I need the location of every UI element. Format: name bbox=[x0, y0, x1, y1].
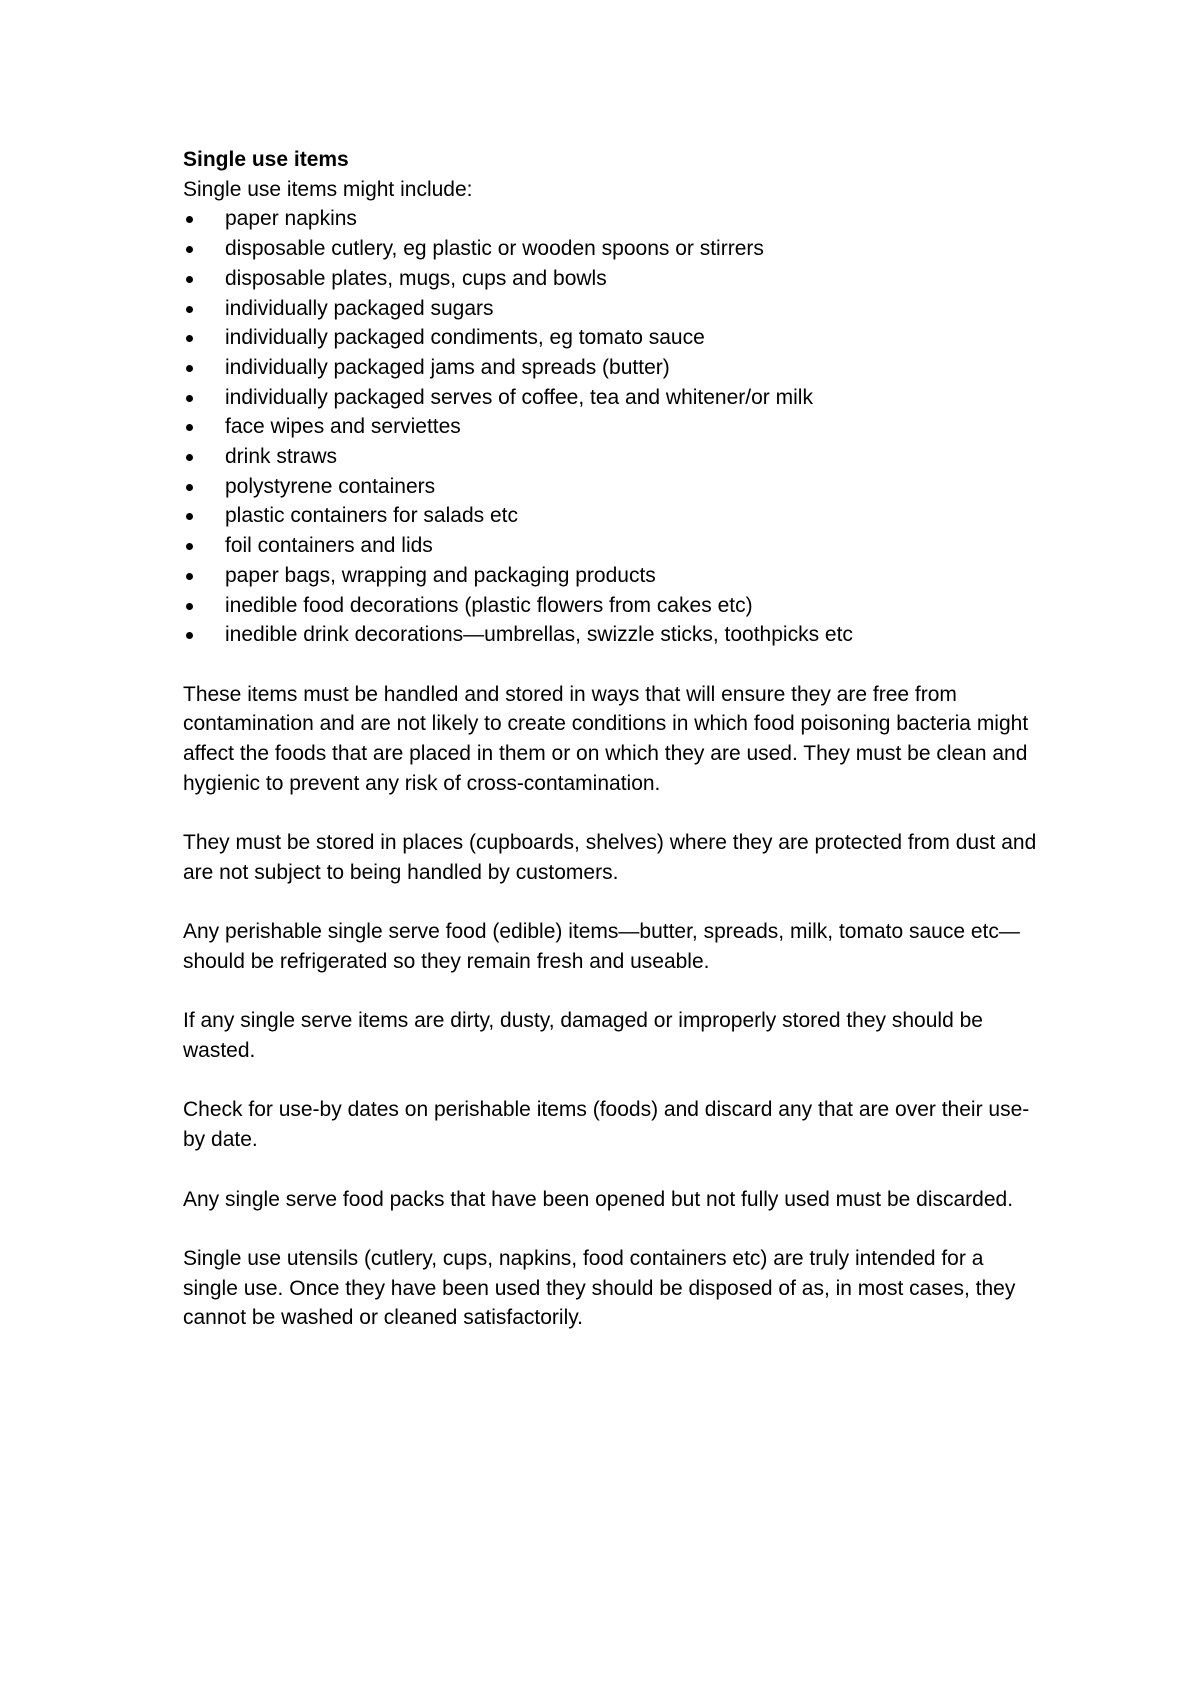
single-use-items-list bbox=[183, 204, 1043, 650]
list-item bbox=[183, 204, 1043, 234]
list-item bbox=[183, 442, 1043, 472]
list-item-text: disposable cutlery, eg plastic or wooden spoons or stirrers bbox=[225, 237, 764, 261]
document-body bbox=[183, 145, 1043, 1333]
paragraph-storage: They must be stored in places (cupboards, shelves) where they are protected from dust and are not subject to being handled by customers. bbox=[183, 831, 1037, 884]
bullet-icon bbox=[186, 276, 193, 283]
list-item bbox=[183, 412, 1043, 442]
list-item-text: polystyrene containers bbox=[225, 474, 436, 498]
bullet-icon bbox=[186, 513, 193, 520]
list-item bbox=[183, 531, 1043, 561]
list-item bbox=[183, 591, 1043, 621]
bullet-icon bbox=[186, 246, 193, 253]
paragraph-opened-packs: Any single serve food packs that have been opened but not fully used must be discarded. bbox=[183, 1187, 1014, 1211]
list-item-text: inedible food decorations (plastic flowers from cakes etc) bbox=[225, 593, 753, 617]
paragraph-handling: These items must be handled and stored in ways that will ensure they are free from contamination and are not likely to create conditions in which food poisoning bacteria might affect the foods that are placed in them or on which they are used. They must be clean and hygienic to prevent any risk of cross-contamination. bbox=[183, 682, 1029, 795]
list-item bbox=[183, 383, 1043, 413]
list-item-text: drink straws bbox=[225, 445, 338, 469]
bullet-icon bbox=[186, 306, 193, 313]
bullet-icon bbox=[186, 335, 193, 342]
paragraph-single-use-utensils: Single use utensils (cutlery, cups, napkins, food containers etc) are truly intended for a single use. Once they have been used they should be disposed of as, in most cases, they cannot be washed or cleaned satisfactorily. bbox=[183, 1246, 1016, 1330]
list-item-text: individually packaged serves of coffee, tea and whitener/or milk bbox=[225, 385, 813, 409]
paragraph-refrigeration: Any perishable single serve food (edible) items—butter, spreads, milk, tomato sauce etc—should be refrigerated so they remain fresh and useable. bbox=[183, 920, 1020, 973]
list-item bbox=[183, 323, 1043, 353]
list-item bbox=[183, 620, 1043, 650]
list-item bbox=[183, 294, 1043, 324]
list-item-text: individually packaged sugars bbox=[225, 296, 494, 320]
bullet-icon bbox=[186, 573, 193, 580]
bullet-icon bbox=[186, 603, 193, 610]
list-item bbox=[183, 561, 1043, 591]
bullet-icon bbox=[186, 395, 193, 402]
list-item-text: face wipes and serviettes bbox=[225, 415, 461, 439]
bullet-icon bbox=[186, 543, 193, 550]
section-heading: Single use items bbox=[183, 148, 349, 171]
list-item bbox=[183, 264, 1043, 294]
paragraph-waste: If any single serve items are dirty, dusty, damaged or improperly stored they should be wasted. bbox=[183, 1009, 983, 1063]
bullet-icon bbox=[186, 216, 193, 223]
list-item bbox=[183, 472, 1043, 502]
list-item-text: paper bags, wrapping and packaging products bbox=[225, 563, 656, 587]
paragraph-use-by: Check for use-by dates on perishable items (foods) and discard any that are over their use-by date. bbox=[183, 1098, 1030, 1152]
bullet-icon bbox=[186, 484, 193, 491]
list-item-text: individually packaged jams and spreads (butter) bbox=[225, 355, 670, 379]
bullet-icon bbox=[186, 424, 193, 431]
intro-line: Single use items might include: bbox=[183, 177, 473, 201]
list-item-text: disposable plates, mugs, cups and bowls bbox=[225, 266, 607, 290]
bullet-icon bbox=[186, 365, 193, 372]
list-item-text: paper napkins bbox=[225, 207, 357, 231]
list-item-text: plastic containers for salads etc bbox=[225, 504, 518, 528]
list-item-text: inedible drink decorations—umbrellas, swizzle sticks, toothpicks etc bbox=[225, 623, 853, 647]
list-item bbox=[183, 501, 1043, 531]
bullet-icon bbox=[186, 454, 193, 461]
list-item-text: individually packaged condiments, eg tomato sauce bbox=[225, 326, 705, 350]
list-item-text: foil containers and lids bbox=[225, 534, 433, 558]
list-item bbox=[183, 234, 1043, 264]
bullet-icon bbox=[186, 632, 193, 639]
list-item bbox=[183, 353, 1043, 383]
